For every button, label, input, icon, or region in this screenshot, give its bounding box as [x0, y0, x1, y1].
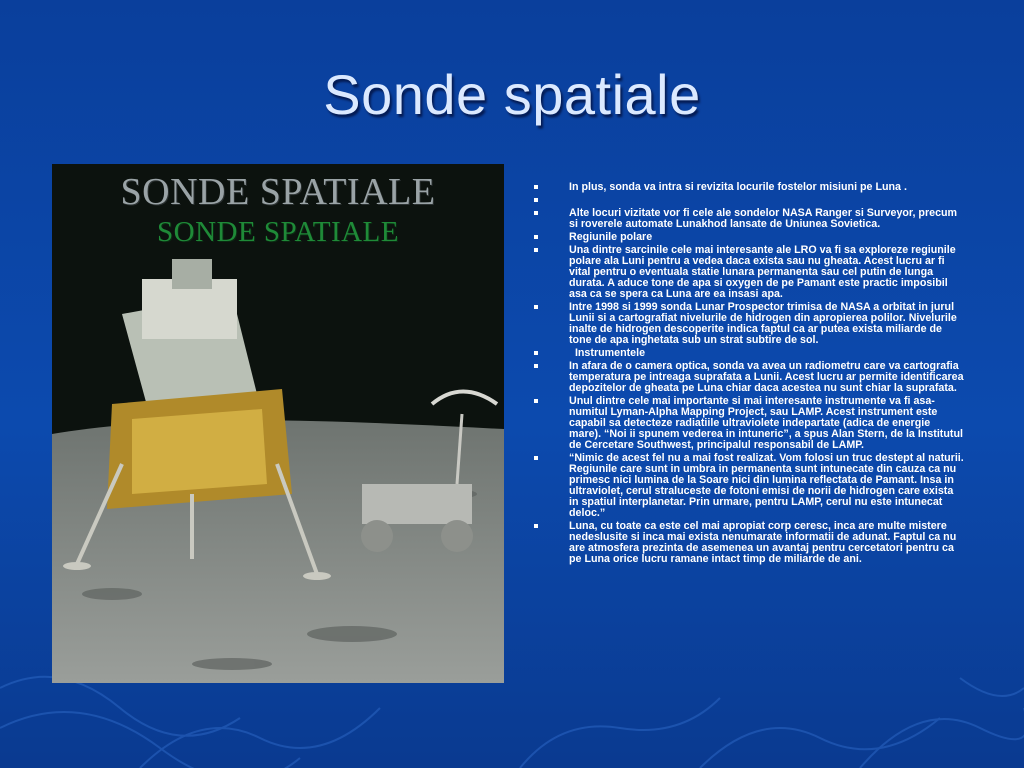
bullet-item — [532, 232, 964, 243]
bullet-marker-icon — [534, 399, 538, 403]
bullet-item — [532, 521, 964, 565]
bullet-item — [532, 396, 964, 451]
bullet-marker-icon — [534, 211, 538, 215]
bullet-item — [532, 453, 964, 519]
bullet-text: Instrumentele — [569, 347, 646, 359]
bullet-text: In plus, sonda va intra si revizita locurile fostelor misiuni pe Luna . — [569, 181, 907, 193]
bullet-item — [532, 302, 964, 346]
bullet-item — [532, 182, 964, 193]
slide-title: Sonde spatiale — [323, 63, 701, 126]
bullet-marker-icon — [534, 456, 538, 460]
bullet-list — [532, 182, 964, 567]
bullet-text: Unul dintre cele mai importante si mai interesante instrumente va fi asa-numitul Lyman-Alpha Mapping Project, sau LAMP. Acest instrument este capabil sa detecteze radiatiile ultraviolete indepartate (adica de energie mare). “Noi ii spunem vederea in intuneric”, a spus Alan Stern, de la Institutul de Cercetare Southwest, principalul responsabil de LAMP. — [569, 395, 963, 451]
bullet-text: Luna, cu toate ca este cel mai apropiat corp ceresc, inca are multe mistere nedeslusite si inca mai exista nenumarate informatii de adunat. Faptul ca nu are atmosfera prezinta de asemenea un avantaj pentru cercetatori pentru ca pe Luna orice lucru ramane intact timp de miliarde de ani. — [569, 520, 957, 565]
bullet-marker-icon — [534, 185, 538, 189]
bullet-text: Intre 1998 si 1999 sonda Lunar Prospector trimisa de NASA a orbitat in jurul Lunii si a cartografiat nivelurile de hidrogen din apropierea polilor. Nivelurile inalte de hidrogen descoperite indica faptul ca ar putea exista miliarde de tone de apa inghetata sub un strat subtire de sol. — [569, 301, 957, 346]
bullet-text: Alte locuri vizitate vor fi cele ale sondelor NASA Ranger si Surveyor, precum si roverele automate Lunakhod lansate de Uniunea Sovietica. — [569, 207, 958, 230]
bullet-item — [532, 195, 964, 206]
bullet-text: Una dintre sarcinile cele mai interesante ale LRO va fi sa exploreze regiunile polare ala Luni pentru a vedea daca exista sau nu gheata. Acest lucru ar fi vital pentru o eventuala statie lunara permanenta sau cel putin de lunga durata. A aduce tone de apa si oxygen de pe Pamant este practic imposibil asa ca se spera ca Luna are ea insasi apa. — [569, 244, 956, 300]
bullet-marker-icon — [534, 524, 538, 528]
bullet-text: Regiunile polare — [569, 231, 653, 243]
bullet-item — [532, 361, 964, 394]
lunar-lander-photo — [52, 164, 504, 683]
bullet-item — [532, 208, 964, 230]
bullet-marker-icon — [534, 235, 538, 239]
bullet-marker-icon — [534, 364, 538, 368]
photo-caption-bottom: SONDE SPATIALE — [157, 216, 399, 248]
photo-caption-top: SONDE SPATIALE — [120, 171, 436, 213]
bullet-item — [532, 245, 964, 300]
bullet-marker-icon — [534, 198, 538, 202]
bullet-marker-icon — [534, 351, 538, 355]
bullet-marker-icon — [534, 305, 538, 309]
bullet-marker-icon — [534, 248, 538, 252]
bullet-item — [532, 348, 964, 359]
bullet-text: In afara de o camera optica, sonda va avea un radiometru care va cartografia temperatura pe intreaga suprafata a Lunii. Acest lucru ar permite identificarea depozitelor de gheata pe Luna chiar daca acestea nu sunt chiar la suprafata. — [569, 360, 964, 394]
bullet-text: “Nimic de acest fel nu a mai fost realizat. Vom folosi un truc destept al naturii. Regiunile care sunt in umbra in permanenta sunt intunecate din cauza ca nu primesc nici lumina de la Soare nici din lumina reflectata de Pamant. Insa in ultraviolet, cerul straluceste de fotoni emisi de norii de hidrogen care exista in spatiul interplanetar. Prin urmare, pentru LAMP, cerul nu este intunecat deloc.” — [569, 452, 964, 519]
